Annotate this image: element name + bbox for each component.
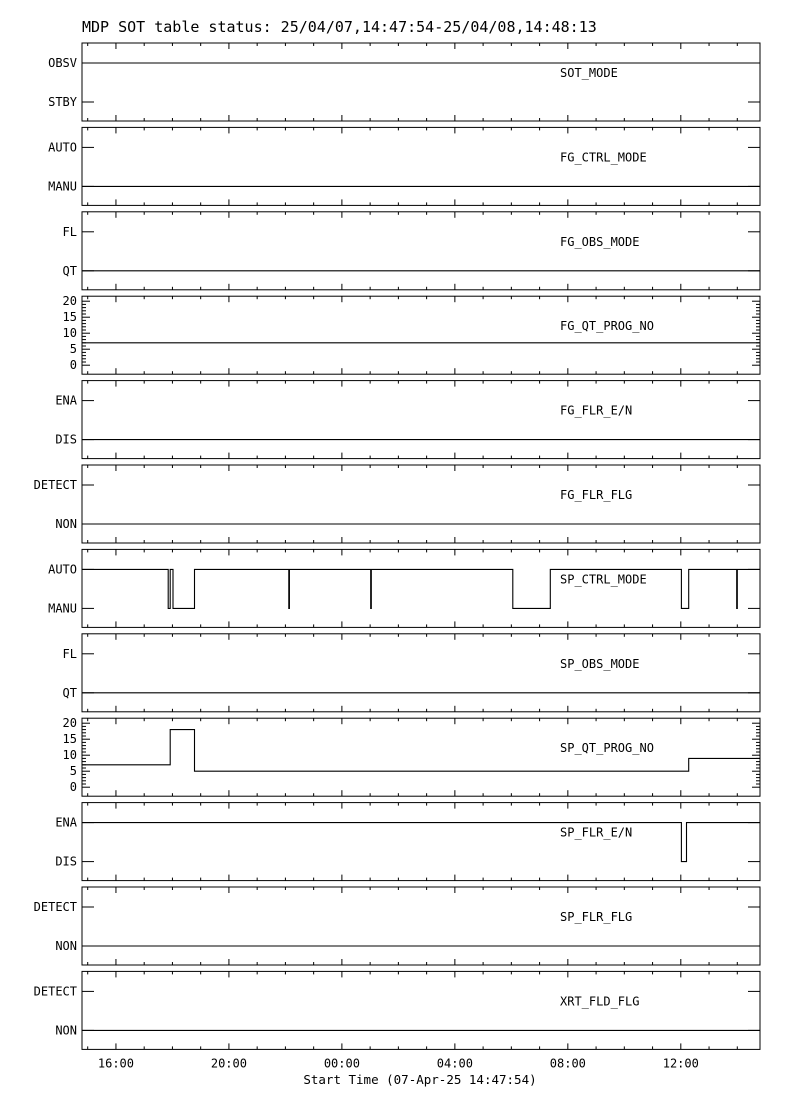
panel-label: SP_FLR_FLG: [560, 910, 633, 924]
y-tick-label: ENA: [55, 815, 77, 830]
panel-label: FG_CTRL_MODE: [560, 150, 647, 165]
y-tick-label: QT: [62, 263, 77, 278]
series-line-sp-flr-e-n: [82, 823, 760, 862]
panel-sp-flr-flg: [34, 887, 760, 965]
panel-xrt-fld-flg: [34, 971, 760, 1049]
panel-fg-obs-mode: [63, 212, 760, 290]
panel-label: SP_QT_PROG_NO: [560, 741, 654, 756]
y-tick-label: 15: [62, 732, 77, 747]
panel-sp-ctrl-mode: [48, 549, 760, 627]
series-line-sp-qt-prog-no: [82, 730, 760, 772]
y-tick-label: STBY: [48, 95, 77, 109]
panel-fg-flr-flg: [34, 465, 760, 543]
y-tick-label: ENA: [55, 393, 77, 408]
y-tick-label: DIS: [55, 854, 77, 869]
y-tick-label: NON: [55, 517, 77, 531]
y-tick-label: QT: [62, 685, 77, 700]
series-line-sp-ctrl-mode: [82, 569, 760, 608]
x-tick-label: 04:00: [436, 1056, 473, 1071]
x-axis: [98, 1056, 699, 1070]
panel-frame: [82, 127, 760, 205]
x-tick-label: 08:00: [549, 1056, 586, 1071]
panel-label: SOT_MODE: [560, 66, 618, 80]
panel-fg-qt-prog-no: [63, 294, 760, 374]
panel-label: XRT_FLD_FLG: [560, 994, 640, 1009]
y-tick-label: DETECT: [33, 478, 77, 492]
panels: [34, 43, 760, 1049]
panel-sp-qt-prog-no: [63, 716, 760, 796]
panel-frame: [82, 43, 760, 121]
y-tick-label: DIS: [55, 432, 77, 447]
panel-label: FG_QT_PROG_NO: [560, 319, 654, 334]
y-tick-label: AUTO: [48, 140, 77, 155]
panel-frame: [82, 634, 760, 712]
panel-fg-ctrl-mode: [48, 127, 760, 205]
x-axis-label: Start Time (07-Apr-25 14:47:54): [303, 1072, 537, 1087]
panel-fg-flr-e-n: [55, 381, 760, 459]
y-tick-label: FL: [62, 224, 77, 239]
panel-frame: [82, 803, 760, 881]
y-tick-label: 5: [69, 764, 77, 779]
panel-label: SP_FLR_E/N: [560, 825, 633, 840]
y-tick-label: DETECT: [33, 984, 77, 999]
panel-label: SP_CTRL_MODE: [560, 572, 647, 587]
y-tick-label: NON: [55, 939, 77, 953]
panel-sot-mode: [48, 43, 760, 121]
panel-frame: [82, 887, 760, 965]
y-tick-label: FL: [62, 646, 77, 661]
y-tick-label: AUTO: [48, 562, 77, 577]
y-tick-label: 15: [62, 310, 77, 325]
panel-label: FG_OBS_MODE: [560, 234, 640, 249]
x-tick-label: 16:00: [97, 1056, 135, 1071]
y-tick-label: 10: [62, 326, 77, 341]
panel-frame: [82, 296, 760, 374]
panel-frame: [82, 212, 760, 290]
panel-label: FG_FLR_E/N: [560, 403, 633, 418]
panel-label: FG_FLR_FLG: [560, 488, 633, 502]
y-tick-label: 0: [69, 358, 77, 373]
panel-sp-flr-e-n: [55, 803, 760, 881]
panel-sp-obs-mode: [63, 634, 760, 712]
x-tick-label: 20:00: [210, 1056, 247, 1071]
x-tick-label: 00:00: [323, 1056, 360, 1071]
panel-frame: [82, 465, 760, 543]
y-tick-label: 20: [62, 294, 77, 309]
panel-frame: [82, 381, 760, 459]
panel-frame: [82, 549, 760, 627]
y-tick-label: NON: [55, 1023, 77, 1038]
y-tick-label: DETECT: [33, 900, 77, 914]
y-tick-label: MANU: [48, 601, 77, 616]
y-tick-label: 20: [62, 716, 77, 731]
panel-frame: [82, 971, 760, 1049]
y-tick-label: 10: [62, 748, 77, 763]
y-tick-label: OBSV: [48, 56, 77, 70]
panel-label: SP_OBS_MODE: [560, 656, 640, 671]
chart-title: MDP SOT table status: 25/04/07,14:47:54-25/04/08,14:48:13: [82, 18, 597, 36]
x-tick-label: 12:00: [662, 1056, 699, 1071]
y-tick-label: 5: [69, 342, 77, 357]
y-tick-label: MANU: [48, 179, 77, 194]
y-tick-label: 0: [69, 780, 77, 795]
